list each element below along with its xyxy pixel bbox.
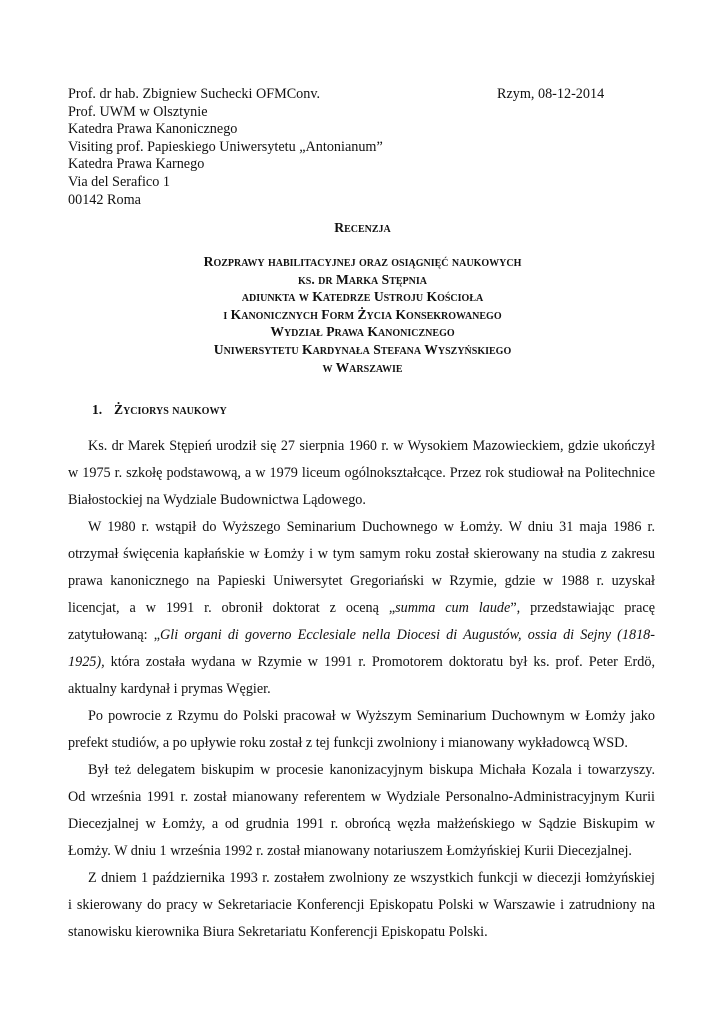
sender-street: Via del Serafico 1: [68, 173, 170, 190]
sender-department: Katedra Prawa Kanonicznego: [68, 121, 238, 138]
section-number: 1.: [92, 402, 103, 417]
sender-visiting: Visiting prof. Papieskiego Uniwersytetu „Antonianum”: [68, 138, 383, 155]
italic-title: summa cum laude: [395, 600, 511, 616]
sender-postal: 00142 Roma: [68, 191, 141, 208]
paragraph: [68, 865, 655, 946]
line-text: zatytułowaną: „: [68, 627, 161, 643]
sender-name: Prof. dr hab. Zbigniew Suchecki OFMConv.: [68, 86, 321, 102]
section-title: [92, 402, 227, 418]
line-text: która została wydana w Rzymie w 1991 r. Promotorem doktoratu był ks. prof. Peter Erdö,: [104, 654, 655, 670]
paragraph-line: [68, 622, 655, 649]
body-text: [68, 433, 655, 946]
paragraph-line: stanowisku kierownika Biura Sekretariatu Konferencji Episkopatu Polski.: [68, 924, 488, 940]
paragraph-line: [68, 595, 655, 622]
paragraph-line: Diecezjalnej w Łomży, a od grudnia 1991 r. obrońcą węzła małżeńskiego w Sądzie Biskupim w: [68, 816, 655, 832]
paragraph-line: W 1980 r. wstąpił do Wyższego Seminarium Duchownego w Łomży. W dniu 31 maja 1986 r.: [88, 519, 655, 535]
paragraph: [68, 757, 655, 865]
paragraph-line: Ks. dr Marek Stępień urodził się 27 sierpnia 1960 r. w Wysokiem Mazowieckiem, gdzie ukończył: [88, 438, 655, 454]
subheading-line: Wydział Prawa Kanonicznego: [270, 324, 455, 340]
paragraph-line: Białostockiej na Wydziale Budownictwa Lądowego.: [68, 492, 366, 508]
paragraph-line: aktualny kardynał i prymas Węgier.: [68, 681, 271, 697]
paragraph-line: prawa kanonicznego na Papieski Uniwersytet Gregoriański w Rzymie, gdzie w 1988 r. uzyskał: [68, 573, 655, 589]
paragraph: [68, 703, 655, 757]
paragraph-line: prefekt studiów, a po upływie roku został z tej funkcji zwolniony i mianowany wykładowcą WSD.: [68, 735, 628, 751]
subheading-line: Rozprawy habilitacyjnej oraz osiągnięć naukowych: [203, 254, 522, 269]
subheading-line: adiunkta w Katedrze Ustroju Kościoła: [241, 289, 484, 305]
paragraph-line: [68, 649, 655, 676]
subheading-line: w Warszawie: [322, 359, 403, 375]
review-heading: Recenzja: [334, 220, 391, 235]
paragraph: [68, 433, 655, 514]
paragraph-line: w 1975 r. szkołę podstawową, a w 1979 liceum ogólnokształcące. Przez rok studiował na Politechnice: [68, 465, 655, 481]
italic-title: 1925),: [68, 654, 105, 670]
paragraph-line: otrzymał święcenia kapłańskie w Łomży i w tym samym roku został skierowany na studia z zakresu: [68, 546, 655, 562]
subheading-line: Uniwersytetu Kardynała Stefana Wyszyńskiego: [213, 341, 512, 357]
sender-chair: Katedra Prawa Karnego: [68, 156, 205, 173]
line-text: licencjat, a w 1991 r. obronił doktorat z oceną „: [68, 600, 396, 616]
paragraph-line: Łomży. W dniu 1 września 1992 r. został mianowany notariuszem Łomżyńskiej Kurii Diecezjalnej.: [68, 843, 632, 859]
sender-block: [68, 86, 383, 209]
sender-title: Prof. UWM w Olsztynie: [68, 103, 208, 120]
paragraph: [68, 514, 655, 703]
document-date: Rzym, 08-12-2014: [497, 86, 605, 102]
subheading-line: i Kanonicznych Form Życia Konsekrowanego: [223, 306, 502, 322]
paragraph-line: i skierowany do pracy w Sekretariacie Konferencji Episkopatu Polski w Warszawie i zatrudniony na: [68, 897, 655, 913]
paragraph-line: Był też delegatem biskupim w procesie kanonizacyjnym biskupa Michała Kozala i towarzyszy.: [88, 762, 655, 778]
paragraph-line: Z dniem 1 października 1993 r. zostałem zwolniony ze wszystkich funkcji w diecezji łomżyńskiej: [88, 870, 655, 886]
subheading-line: ks. dr Marka Stępnia: [298, 271, 427, 287]
paragraph-line: Po powrocie z Rzymu do Polski pracował w Wyższym Seminarium Duchownym w Łomży jako: [88, 708, 655, 724]
section-title-text: Życiorys naukowy: [114, 402, 227, 417]
paragraph-line: Od września 1991 r. został mianowany referentem w Wydziale Personalno-Administracyjnym Kurii: [68, 789, 655, 805]
italic-title: Gli organi di governo Ecclesiale nella Diocesi di Augustów, ossia di Sejny (1818-: [160, 627, 655, 643]
review-subheading: [0, 253, 725, 376]
line-text: ”, przedstawiając pracę: [510, 600, 655, 616]
